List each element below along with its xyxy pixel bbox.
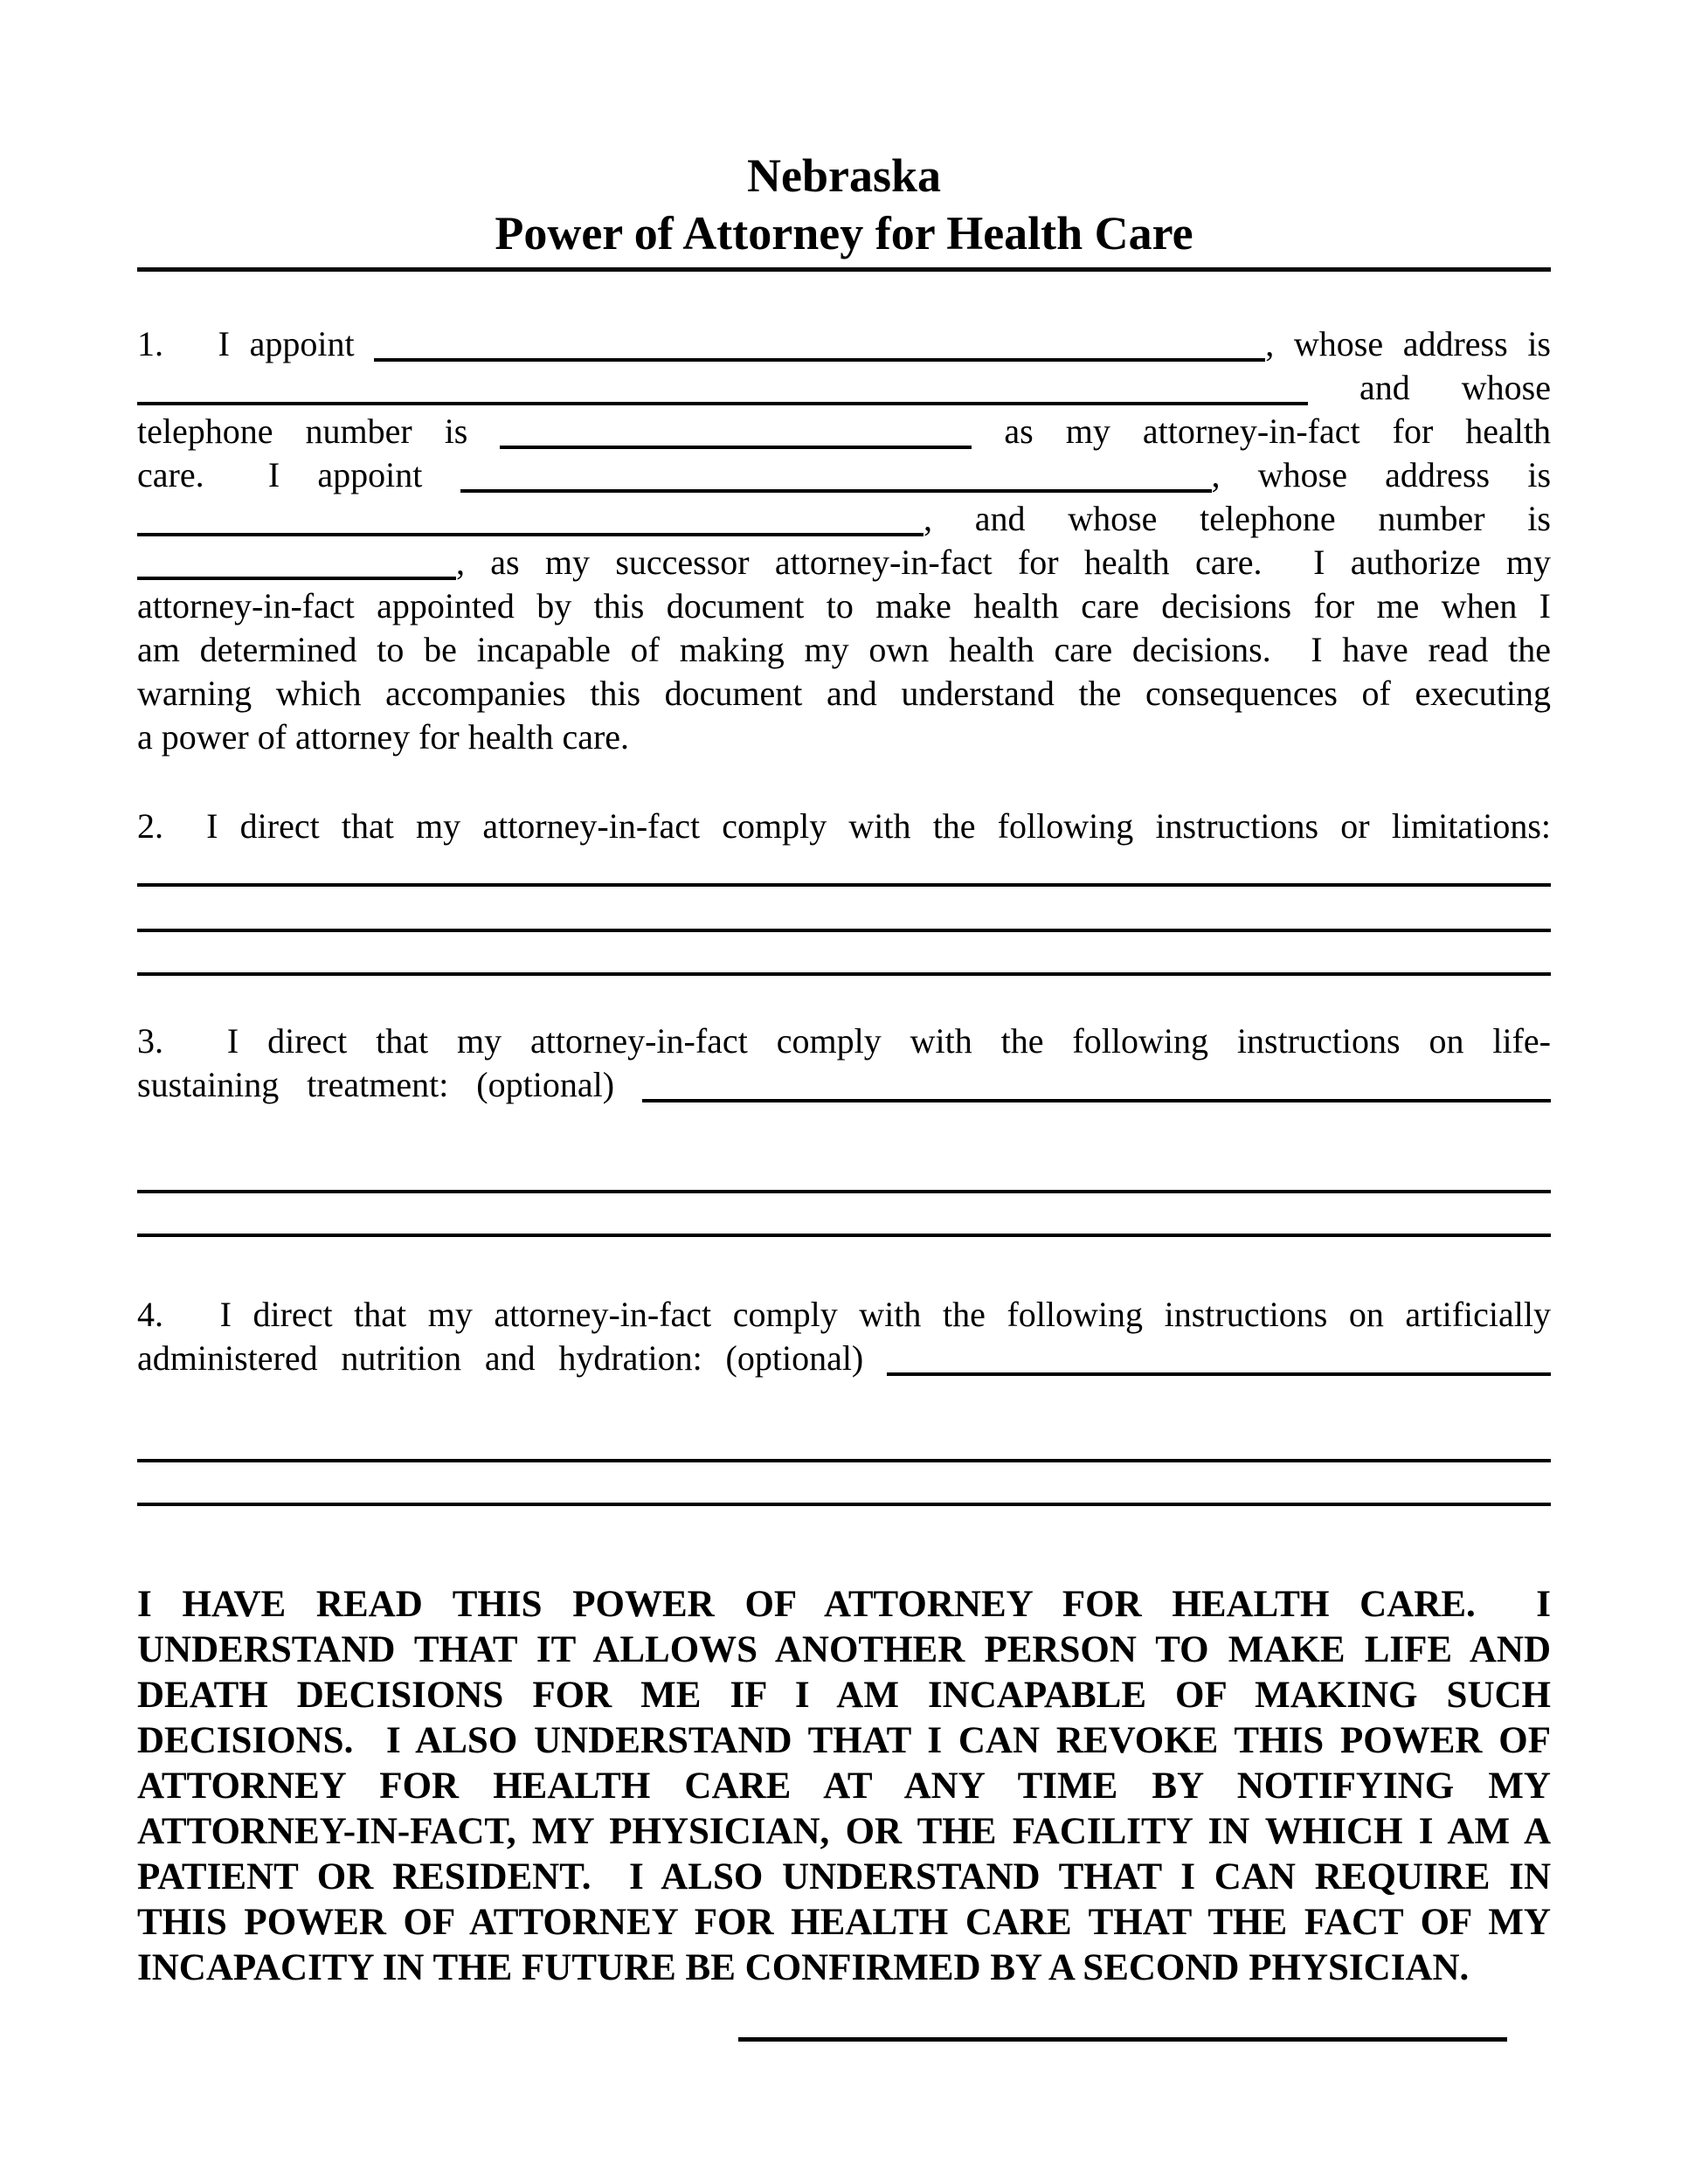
- item-3-number: 3.: [137, 1021, 163, 1061]
- nutrition-hydration-line-1[interactable]: [137, 1419, 1551, 1462]
- text-run: care.: [137, 455, 204, 494]
- form-line: [137, 1718, 1551, 1764]
- instructions-limitations-line-2[interactable]: [137, 887, 1551, 932]
- form-line: [137, 1582, 1551, 1628]
- number-gap: [204, 486, 231, 487]
- text-run: I appoint: [218, 324, 355, 363]
- successor-address-blank[interactable]: [137, 533, 924, 536]
- text-run: a power of attorney for health care.: [137, 717, 630, 757]
- text-run: am determined to be incapable of making my own health care decisions. I have read the: [137, 630, 1551, 669]
- text-run: ATTORNEY FOR HEALTH CARE AT ANY TIME BY NOTIFYING MY: [137, 1766, 1551, 1807]
- number-gap: [163, 837, 184, 838]
- life-sustaining-line-2[interactable]: [137, 1193, 1551, 1237]
- text-run: I appoint: [267, 455, 423, 494]
- form-title-state: Nebraska: [746, 149, 941, 202]
- text-run: I direct that my attorney-in-fact comply with the following instructions on artificially: [219, 1295, 1552, 1334]
- form-line: [137, 1809, 1551, 1855]
- item-3-life-sustaining-treatment: [137, 1019, 1551, 1237]
- text-run: , whose address is: [1265, 324, 1551, 363]
- text-run: telephone number is: [137, 411, 468, 451]
- item-1-number: 1.: [137, 324, 163, 363]
- number-gap: [163, 1325, 198, 1326]
- form-line: [137, 715, 1551, 759]
- form-line: [137, 1900, 1551, 1946]
- form-content: [137, 0, 1551, 2042]
- item-1-appointment: [137, 322, 1551, 759]
- item-2-instructions-limitations: [137, 805, 1551, 976]
- form-line: [137, 497, 1551, 541]
- text-run: administered nutrition and hydration: (optional): [137, 1338, 864, 1378]
- life-sustaining-line-1[interactable]: [137, 1150, 1551, 1193]
- text-run: PATIENT OR RESIDENT. I ALSO UNDERSTAND THAT I CAN REQUIRE IN: [137, 1856, 1551, 1897]
- text-run: ATTORNEY-IN-FACT, MY PHYSICIAN, OR THE FACILITY IN WHICH I AM A: [137, 1811, 1551, 1852]
- signature-area: [137, 2037, 1551, 2042]
- text-run: , as my successor attorney-in-fact for health care. I authorize my: [456, 543, 1551, 582]
- item-4-nutrition-hydration: [137, 1293, 1551, 1506]
- text-run: warning which accompanies this document and understand the consequences of executing: [137, 674, 1551, 713]
- form-line: [137, 1293, 1551, 1337]
- item-4-number: 4.: [137, 1295, 163, 1334]
- form-line: [137, 1628, 1551, 1673]
- text-run: as my attorney-in-fact for health: [1004, 411, 1552, 451]
- text-run: UNDERSTAND THAT IT ALLOWS ANOTHER PERSON TO MAKE LIFE AND: [137, 1629, 1551, 1670]
- form-line: [137, 805, 1551, 848]
- text-run: , whose address is: [1211, 455, 1552, 494]
- text-run: DECISIONS. I ALSO UNDERSTAND THAT I CAN REVOKE THIS POWER OF: [137, 1720, 1551, 1761]
- form-line: [137, 1019, 1551, 1063]
- nutrition-hydration-line-2[interactable]: [137, 1462, 1551, 1506]
- form-line: [137, 628, 1551, 672]
- item-2-number: 2.: [137, 806, 163, 846]
- text-run: attorney-in-fact appointed by this document to make health care decisions for me when I: [137, 586, 1551, 625]
- form-line: [137, 1063, 1551, 1107]
- instructions-limitations-line-3[interactable]: [137, 932, 1551, 976]
- acknowledgment-statement: [137, 1582, 1551, 1991]
- form-line: [137, 1946, 1551, 1991]
- life-sustaining-instructions-blank[interactable]: [642, 1099, 1551, 1102]
- form-body: [137, 322, 1551, 2042]
- attorney-name-blank[interactable]: [374, 358, 1265, 362]
- form-line: [137, 672, 1551, 715]
- text-run: and whose: [1359, 368, 1551, 407]
- form-title: [137, 147, 1551, 262]
- form-line: [137, 453, 1551, 497]
- text-run: I direct that my attorney-in-fact comply with the following instructions on life-: [226, 1021, 1551, 1061]
- form-title-doc: Power of Attorney for Health Care: [495, 207, 1193, 259]
- text-run: I direct that my attorney-in-fact comply with the following instructions or limitations:: [206, 806, 1551, 846]
- form-line: [137, 1673, 1551, 1718]
- form-line: [137, 584, 1551, 628]
- text-run: I HAVE READ THIS POWER OF ATTORNEY FOR HEALTH CARE. I: [137, 1584, 1551, 1625]
- text-run: INCAPACITY IN THE FUTURE BE CONFIRMED BY A SECOND PHYSICIAN.: [137, 1947, 1470, 1988]
- text-run: , and whose telephone number is: [924, 499, 1551, 538]
- attorney-address-blank[interactable]: [137, 402, 1308, 405]
- form-line: [137, 1855, 1551, 1900]
- form-line: [137, 366, 1551, 410]
- text-run: DEATH DECISIONS FOR ME IF I AM INCAPABLE OF MAKING SUCH: [137, 1675, 1551, 1716]
- successor-name-blank[interactable]: [460, 489, 1212, 493]
- form-line: [137, 322, 1551, 366]
- form-line: [137, 1337, 1551, 1380]
- attorney-phone-blank[interactable]: [500, 446, 972, 449]
- form-line: [137, 1764, 1551, 1809]
- text-run: THIS POWER OF ATTORNEY FOR HEALTH CARE THAT THE FACT OF MY: [137, 1902, 1551, 1943]
- form-line: [137, 541, 1551, 584]
- number-gap: [163, 1052, 198, 1053]
- title-rule: [137, 267, 1551, 272]
- nutrition-hydration-instructions-blank[interactable]: [887, 1372, 1551, 1376]
- successor-phone-blank[interactable]: [137, 577, 456, 580]
- signature-line[interactable]: [738, 2037, 1507, 2042]
- instructions-limitations-line-1[interactable]: [137, 848, 1551, 887]
- number-gap: [163, 355, 198, 356]
- text-run: sustaining treatment: (optional): [137, 1065, 615, 1104]
- form-line: [137, 410, 1551, 453]
